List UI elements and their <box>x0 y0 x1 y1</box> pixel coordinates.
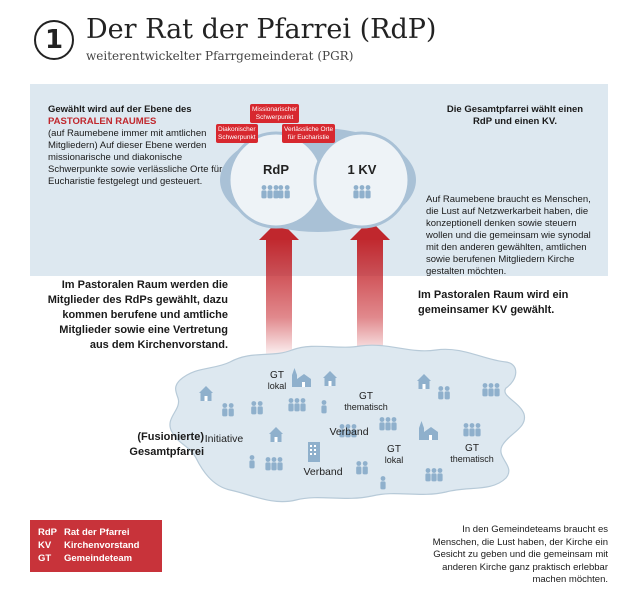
verband-label: Verband <box>303 466 343 478</box>
rdp-election-text: Im Pastoralen Raum werden die Mitglieder des RdPs gewählt, dazu kommen berufene und amtliche Mitglieder sowie eine Vertretung aus dem Kirchenvorstand. <box>47 279 228 351</box>
community-teams-text: In den Gemeindeteams braucht es Menschen, die Lust haben, der Kirche ein Gesicht zu geben und die gemeinsam mit anderen Kirche ganz praktisch erlebbar machen möchten. <box>432 524 608 585</box>
person-icon <box>321 400 326 413</box>
tag-line: Schwerpunkt <box>218 133 256 141</box>
legend-full: Gemeindeteam <box>64 553 133 564</box>
gt-label: GT <box>359 391 373 402</box>
legend-abbr: KV <box>38 540 52 551</box>
people-icon <box>353 185 370 198</box>
panel-left-body: (auf Raumebene immer mit amtlichen Mitgliedern) Auf dieser Ebene werden missionarische und diakonische Schwerpunkte sowie verlässliche Orte für Eucharistie festgelegt und gesteuert. <box>48 128 223 187</box>
people-icon <box>265 457 282 470</box>
panel-left-highlight: PASTORALEN RAUMES <box>48 116 157 127</box>
legend-full: Kirchenvorstand <box>64 540 140 551</box>
gt-type-label: thematisch <box>344 402 388 412</box>
gt-label: GT <box>465 443 479 454</box>
legend-row <box>38 526 154 539</box>
gt-label: GT <box>270 370 284 381</box>
legend-abbr: GT <box>38 553 52 564</box>
missionary-focus-tag <box>250 104 299 123</box>
page-title: Der Rat der Pfarrei (RdP) <box>86 14 437 45</box>
person-icon <box>380 476 385 489</box>
initiative-label: Initiative <box>204 433 244 445</box>
gt-type-label: thematisch <box>450 454 494 464</box>
person-icon <box>249 455 254 468</box>
people-icon <box>482 383 499 396</box>
legend-abbr: RdP <box>38 527 57 538</box>
rdp-election-arrow <box>259 220 299 360</box>
gt-label: GT <box>387 444 401 455</box>
kv-circle-label: 1 KV <box>347 162 377 177</box>
kv-election-arrow <box>350 220 390 360</box>
people-icon <box>261 185 278 198</box>
tag-line: für Eucharistie <box>287 133 330 141</box>
kv-election-text: Im Pastoralen Raum wird ein gemeinsamer KV gewählt. <box>418 289 569 316</box>
people-icon <box>379 417 396 430</box>
gt-type-label: lokal <box>384 455 404 465</box>
verband-label: Verband <box>329 426 369 438</box>
legend-row <box>38 552 154 565</box>
tag-line: Verlässliche Orte <box>284 126 334 133</box>
fused-parish-label: (Fusionierte) Gesamtpfarrei <box>129 431 204 458</box>
panel-left-text <box>48 104 228 188</box>
eucharist-places-tag <box>282 124 335 143</box>
page-subtitle: weiterentwickelter Pfarrgemeinderat (PGR) <box>86 49 354 63</box>
panel-left-line1: Gewählt wird auf der Ebene des <box>48 104 192 115</box>
legend-row <box>38 539 154 552</box>
panel-right-body: Auf Raumebene braucht es Menschen, die Lust auf Netzwerkarbeit haben, die konzeptionell denken sowie steuern wollen und die gemeinsam wie synodal mit den anderen gewählten, amtlichen sowie berufenen Mitgliedern Kirche gestalten möchten. <box>426 194 591 277</box>
gt-type-label: lokal <box>267 381 287 391</box>
panel-right-heading: Die Gesamtpfarrei wählt einen RdP und einen KV. <box>446 104 584 127</box>
people-icon <box>288 398 305 411</box>
people-icon <box>425 468 442 481</box>
kv-circle <box>315 133 409 227</box>
tag-line: Schwerpunkt <box>255 113 294 121</box>
rdp-circle <box>229 133 323 227</box>
rdp-circle-label: RdP <box>263 162 289 177</box>
building-icon <box>308 442 320 462</box>
legend-full: Rat der Pfarrei <box>64 527 130 538</box>
tag-line: Diakonischer <box>218 126 256 133</box>
tag-line: Missionarischer <box>252 106 298 113</box>
section-number: 1 <box>34 20 74 60</box>
people-icon <box>463 423 480 436</box>
abbreviation-legend <box>30 520 162 572</box>
